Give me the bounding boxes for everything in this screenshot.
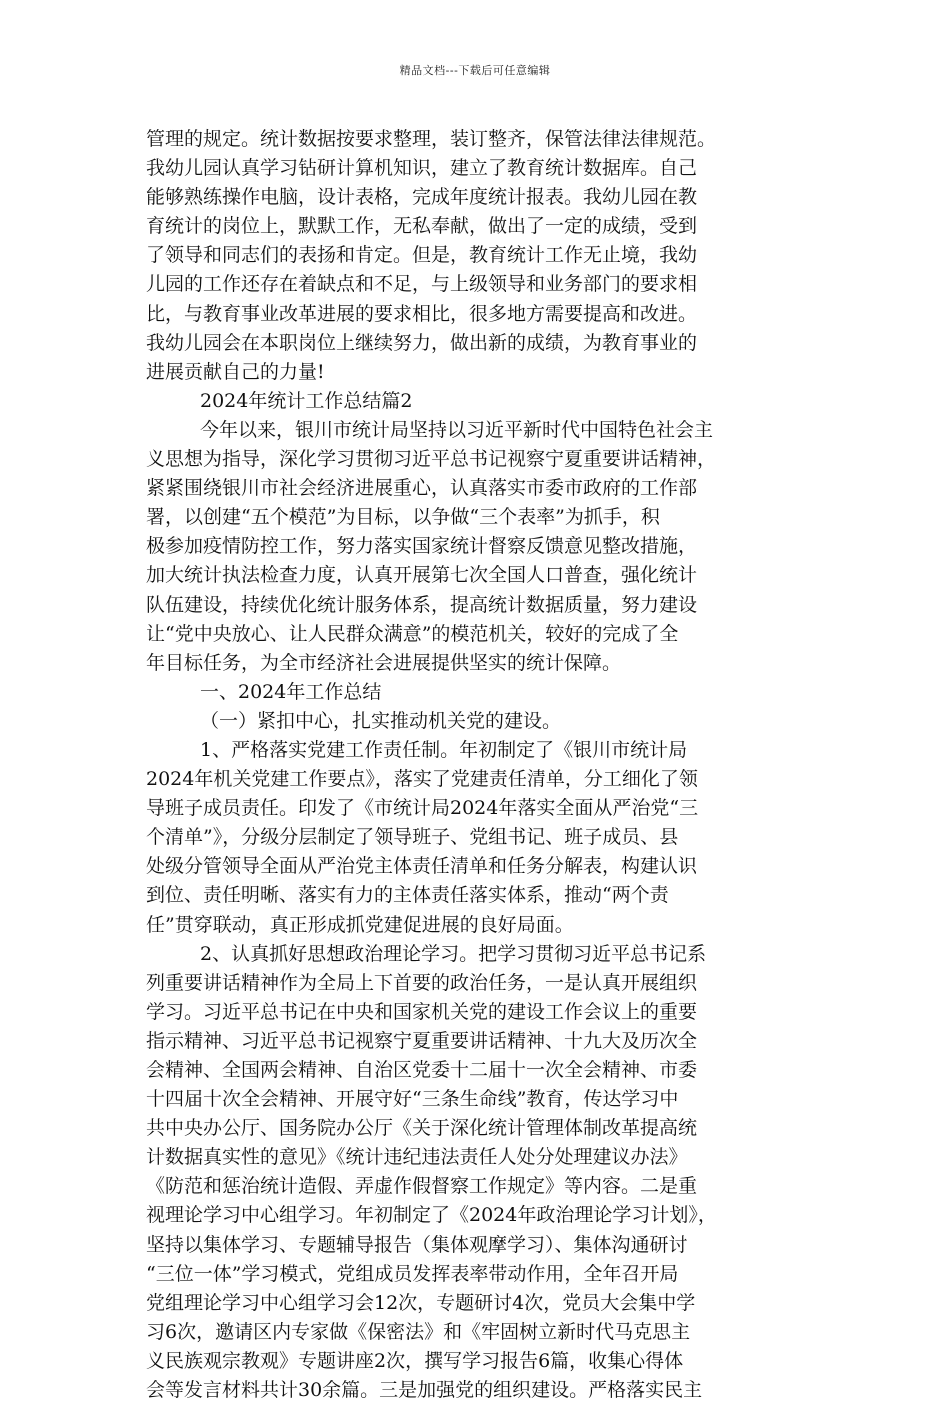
text-line: “三位一体”学习模式，党组成员发挥表率带动作用，全年召开局: [146, 1262, 679, 1285]
text-line: 进展贡献自己的力量!: [146, 360, 325, 383]
text-line: 会精神、全国两会精神、自治区党委十二届十一次全会精神、市委: [146, 1059, 698, 1081]
text-line: 党组理论学习中心组学习会12次，专题研讨4次，党员大会集中学: [146, 1291, 696, 1314]
text-line: 能够熟练操作电脑，设计表格，完成年度统计报表。我幼儿园在教: [146, 186, 698, 209]
text-line: 加大统计执法检查力度，认真开展第七次全国人口普查，强化统计: [146, 564, 698, 587]
text-line: 比，与教育事业改革进展的要求相比，很多地方需要提高和改进。: [146, 302, 698, 325]
text-line: 任”贯穿联动，真正形成抓党建促进展的良好局面。: [146, 913, 574, 936]
text-line: 列重要讲话精神作为全局上下首要的政治任务，一是认真开展组织: [146, 971, 698, 994]
text-line: 计数据真实性的意见》《统计违纪违法责任人处分处理建议办法》: [146, 1146, 688, 1169]
text-line: 义思想为指导，深化学习贯彻习近平总书记视察宁夏重要讲话精神，: [146, 448, 717, 471]
text-line: 处级分管领导全面从严治党主体责任清单和任务分解表，构建认识: [146, 855, 698, 878]
text-line: 紧紧围绕银川市社会经济进展重心，认真落实市委市政府的工作部: [146, 477, 698, 500]
text-line: 2024年机关党建工作要点》，落实了党建责任清单，分工细化了领: [146, 768, 698, 791]
text-line: 指示精神、习近平总书记视察宁夏重要讲话精神、十九大及历次全: [146, 1029, 698, 1052]
text-line: 会等发言材料共计30余篇。三是加强党的组织建设。严格落实民主: [146, 1379, 703, 1402]
text-line: 十四届十次全会精神、开展守好“三条生命线”教育，传达学习中: [146, 1088, 679, 1111]
text-line: 到位、责任明晰、落实有力的主体责任落实体系，推动“两个责: [146, 884, 669, 907]
text-line: 让“党中央放心、让人民群众满意”的模范机关，较好的完成了全: [146, 622, 679, 645]
paragraph-start: 2、认真抓好思想政治理论学习。把学习贯彻习近平总书记系: [200, 942, 707, 965]
text-line: 队伍建设，持续优化统计服务体系，提高统计数据质量，努力建设: [146, 593, 698, 616]
text-line: 极参加疫情防控工作，努力落实国家统计督察反馈意见整改措施，: [146, 535, 698, 558]
document-body: [146, 125, 806, 1405]
text-line: 义民族观宗教观》专题讲座2次，撰写学习报告6篇，收集心得体: [146, 1349, 684, 1372]
page-header: 精品文档---下载后可任意编辑: [399, 64, 551, 77]
text-line: 署，以创建“五个模范”为目标，以争做“三个表率”为抓手，积: [146, 506, 660, 529]
text-line: 共中央办公厅、国务院办公厅《关于深化统计管理体制改革提高统: [146, 1117, 698, 1140]
text-line: 习6次，邀请区内专家做《保密法》和《牢固树立新时代马克思主: [146, 1320, 691, 1343]
subsection-heading: （一）紧扣中心，扎实推动机关党的建设。: [200, 709, 562, 732]
text-line: 年目标任务，为全市经济社会进展提供坚实的统计保障。: [146, 651, 622, 674]
text-line: 育统计的岗位上，默默工作，无私奉献，做出了一定的成绩，受到: [146, 215, 698, 238]
text-line: 学习。习近平总书记在中央和国家机关党的建设工作会议上的重要: [146, 1000, 698, 1023]
section-heading: 一、2024年工作总结: [200, 680, 382, 703]
text-line: 《防范和惩治统计造假、弄虚作假督察工作规定》等内容。二是重: [146, 1175, 698, 1198]
text-line: 视理论学习中心组学习。年初制定了《2024年政治理论学习计划》，: [146, 1204, 717, 1227]
text-line: 坚持以集体学习、专题辅导报告（集体观摩学习）、集体沟通研讨: [146, 1233, 688, 1256]
section-heading: 2024年统计工作总结篇2: [200, 389, 413, 412]
text-line: 个清单”》，分级分层制定了领导班子、党组书记、班子成员、县: [146, 826, 679, 849]
text-line: 我幼儿园认真学习钻研计算机知识，建立了教育统计数据库。自己: [146, 157, 698, 180]
text-line: 儿园的工作还存在着缺点和不足，与上级领导和业务部门的要求相: [146, 273, 698, 296]
text-line: 管理的规定。统计数据按要求整理，装订整齐，保管法律法律规范。: [146, 128, 717, 150]
text-line: 了领导和同志们的表扬和肯定。但是，教育统计工作无止境，我幼: [146, 244, 698, 267]
text-line: 导班子成员责任。印发了《市统计局2024年落实全面从严治党“三: [146, 797, 699, 820]
paragraph-start: 今年以来，银川市统计局坚持以习近平新时代中国特色社会主: [200, 418, 714, 441]
text-line: 我幼儿园会在本职岗位上继续努力，做出新的成绩，为教育事业的: [146, 331, 698, 354]
paragraph-start: 1、严格落实党建工作责任制。年初制定了《银川市统计局: [200, 738, 688, 761]
